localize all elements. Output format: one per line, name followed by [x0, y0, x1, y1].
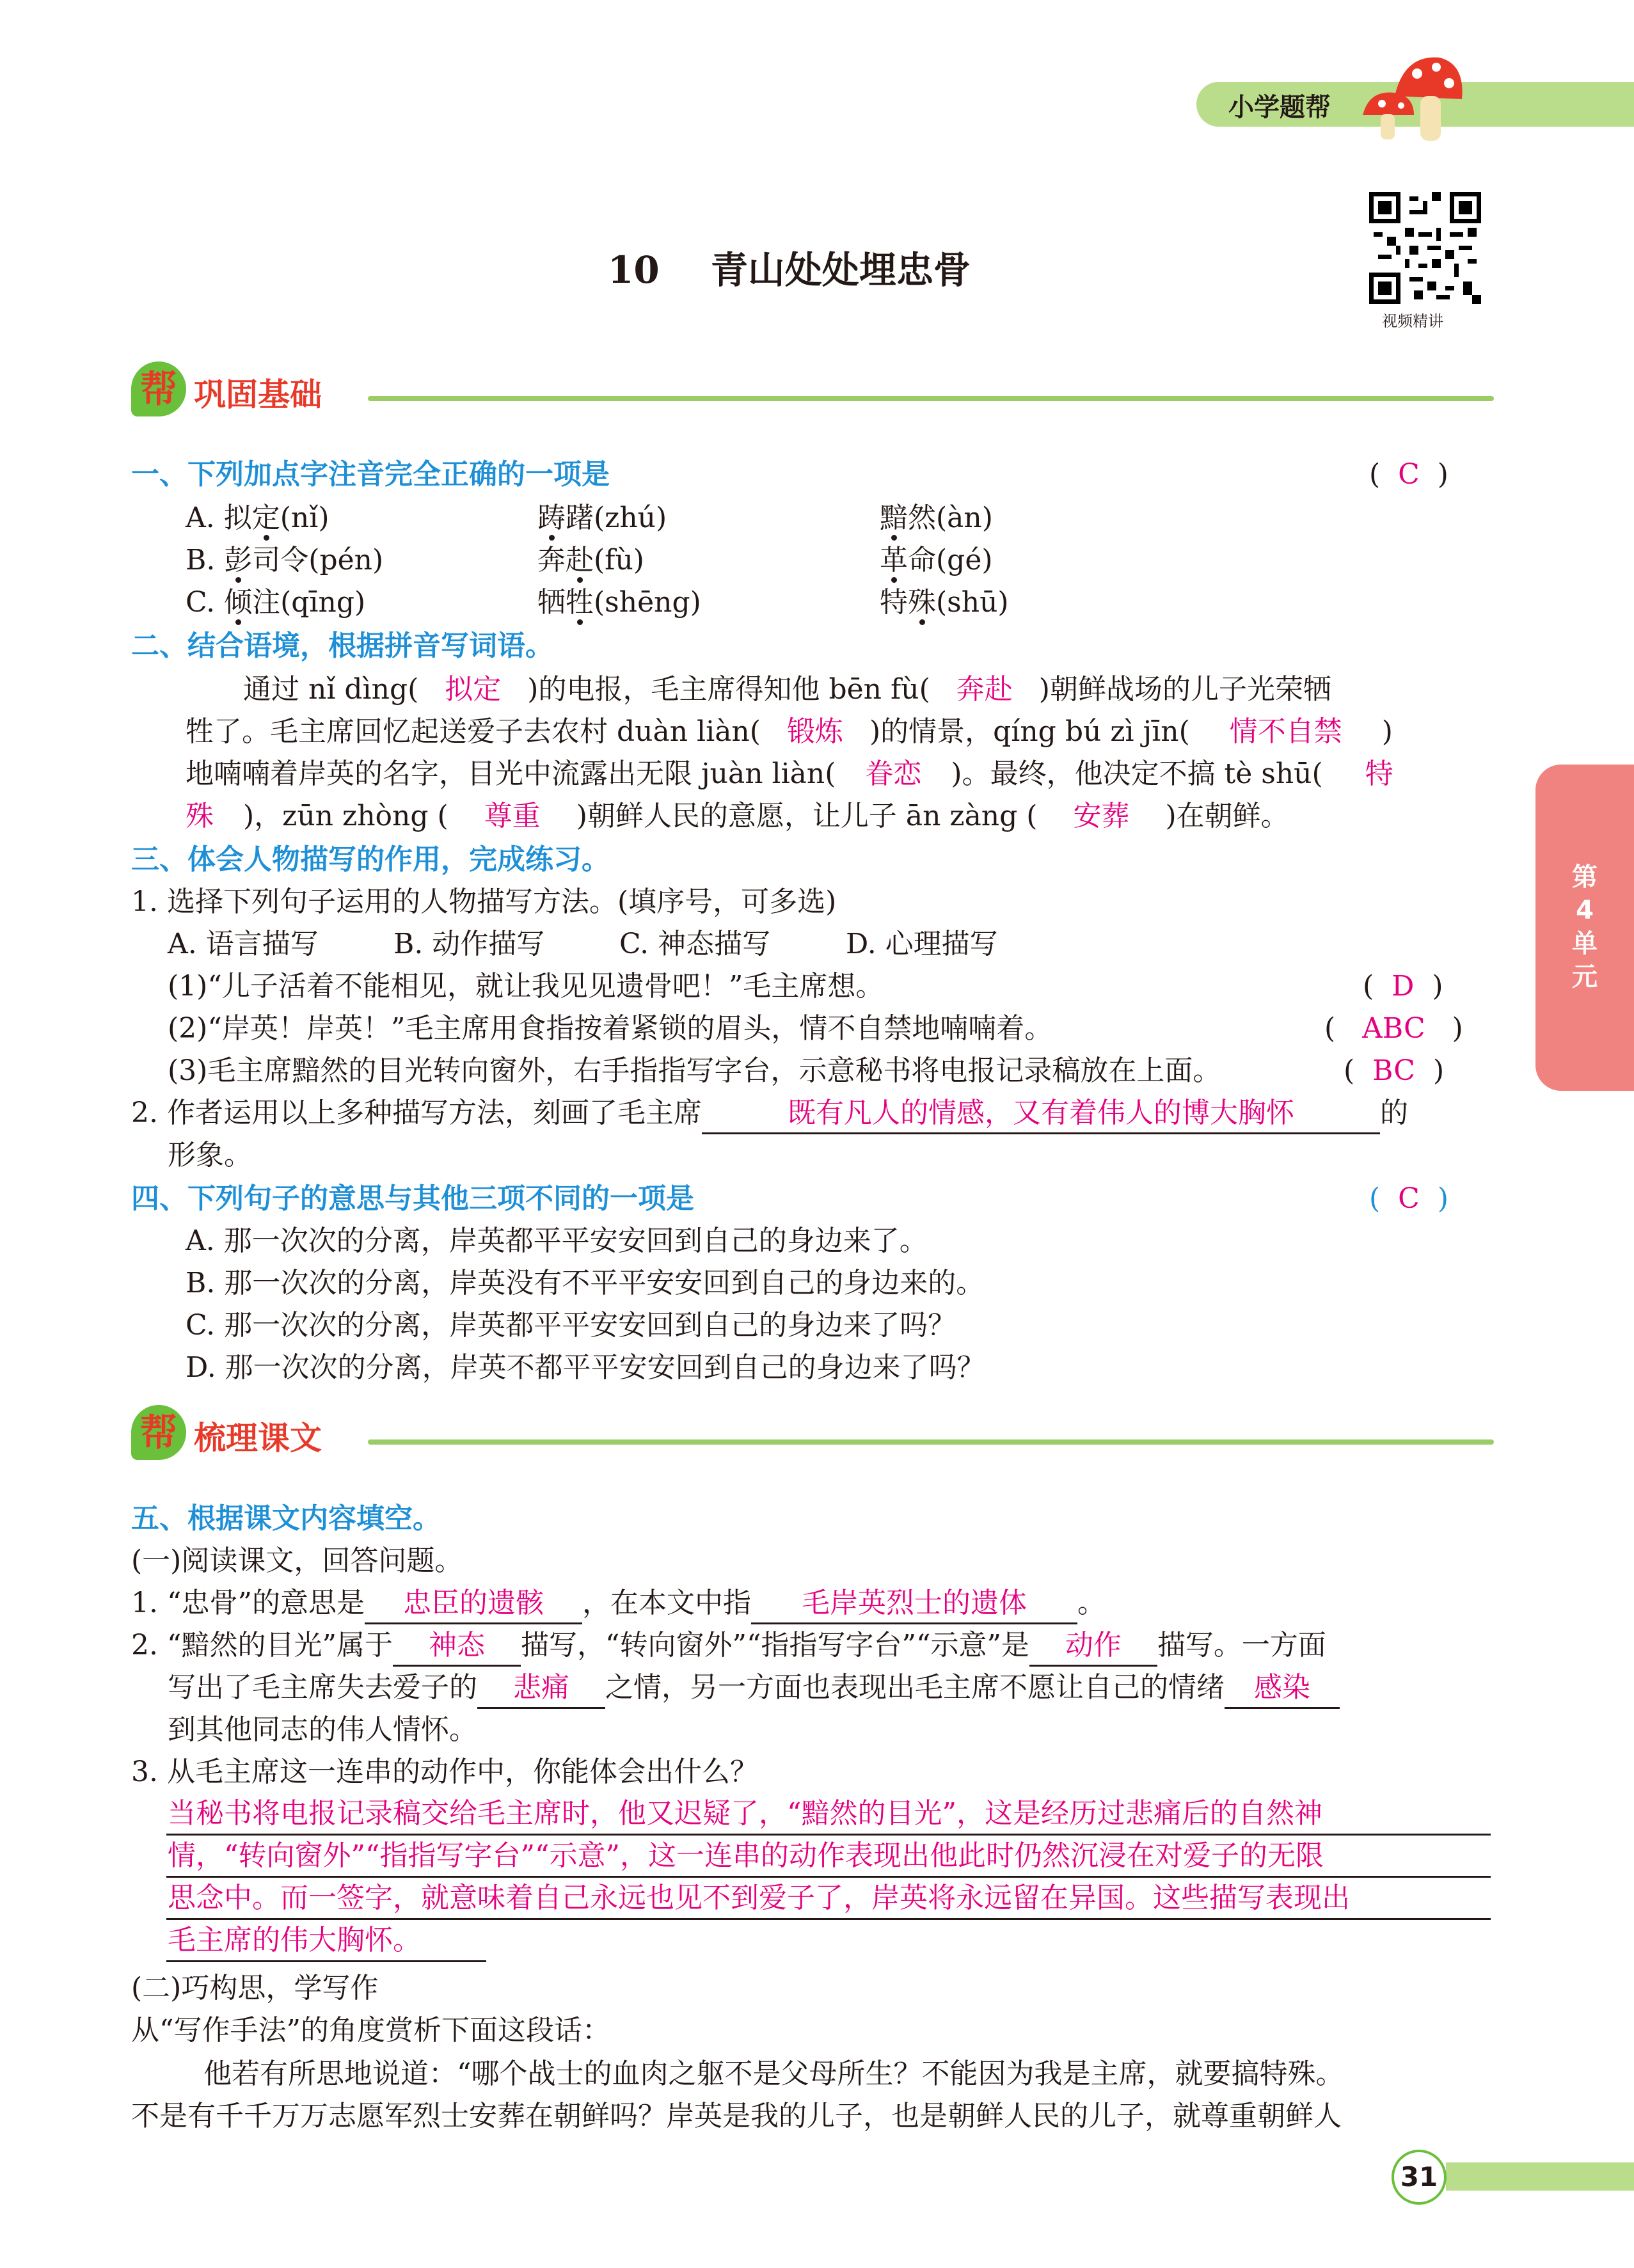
q1-option-b3: 革命(gé) [880, 544, 993, 576]
q3-item-2-answer: ABC [1362, 1012, 1425, 1045]
q5-part2: (二)巧构思，学写作 [131, 1972, 379, 2004]
q2-answer-3: 锻炼 [786, 715, 843, 748]
unit-tab [1535, 765, 1634, 1091]
passage-line-2: 不是有千千万万志愿军烈士安葬在朝鲜吗？岸英是我的儿子，也是朝鲜人民的儿子，就尊重朝鲜人 [131, 2100, 1342, 2132]
q5-s3-answer-line-2: 情，“转向窗外”“指指写字台”“示意”，这一连串的动作表现出他此时仍然沉浸在对爱子的无限 [168, 1839, 1324, 1872]
q3-option-b: B. 动作描写 [393, 928, 545, 960]
qr-caption: 视频精讲 [1382, 312, 1443, 330]
q1-option-b2: 奔赴(fù) [537, 544, 644, 576]
q3-option-c: C. 神态描写 [619, 928, 771, 960]
q2-answer-5: 眷恋 [865, 757, 922, 790]
q5-s1-answer-1: 忠臣的遗骸 [365, 1584, 582, 1624]
q4-option-a: A. 那一次次的分离，岸英都平平安安回到自己的身边来了。 [186, 1225, 928, 1257]
page-number: 31 [1392, 2150, 1447, 2205]
q2-answer-6: 特 [1365, 757, 1393, 790]
footer-bar [1446, 2162, 1634, 2191]
q3-option-a: A. 语言描写 [168, 928, 319, 960]
q3-item-3: (3)毛主席黯然的目光转向窗外，右手指指写字台，示意秘书将电报记录稿放在上面。 [168, 1054, 1221, 1087]
q5-s3-answer-line-1: 当秘书将电报记录稿交给毛主席时，他又迟疑了，“黯然的目光”，这是经历过悲痛后的自然神 [168, 1797, 1322, 1830]
q5-s2-line3: 到其他同志的伟人情怀。 [168, 1713, 477, 1746]
q2-answer-4: 情不自禁 [1229, 715, 1342, 748]
q5-part2-question: 从“写作手法”的角度赏析下面这段话： [131, 2014, 610, 2047]
q2-answer-8: 尊重 [484, 800, 541, 832]
q5-s3: 3. 从毛主席这一连串的动作中，你能体会出什么？ [131, 1756, 758, 1788]
q4-heading: 四、下列句子的意思与其他三项不同的一项是 [131, 1182, 694, 1215]
q1-option-a2: 踌躇(zhú) [537, 502, 667, 534]
q3-option-d: D. 心理描写 [846, 928, 998, 960]
q1-option-c1: C. 倾注(qīng) [186, 586, 366, 619]
q2-line-2: 牲了。毛主席回忆起送爱子去农村 duàn liàn( 锻炼 )的情景，qíng bú zì jīn( 情不自禁 ) [186, 713, 1393, 751]
passage-line-1: 他若有所思地说道：“哪个战士的血肉之躯不是父母所生？不能因为我是主席，就要搞特殊。 [203, 2058, 1344, 2090]
q5-s3-answer-line-3: 思念中。而一签字，就意味着自己永远也见不到爱子了，岸英将永远留在异国。这些描写表现出 [168, 1882, 1350, 1914]
q5-s2-answer-2: 动作 [1029, 1626, 1157, 1667]
lesson-title: 青山处处埋忠骨 [710, 248, 971, 292]
q4-option-b: B. 那一次次的分离，岸英没有不平平安安回到自己的身边来的。 [186, 1267, 985, 1299]
q4-answer: C [1398, 1182, 1420, 1215]
q3-sub2-answer: 既有凡人的情感，又有着伟人的博大胸怀 [702, 1094, 1380, 1134]
banner-text: 巩固基础 [194, 376, 322, 413]
banner-text: 梳理课文 [194, 1420, 322, 1457]
q5-s1: 1. “忠骨”的意思是 忠臣的遗骸 ，在本文中指 毛岸英烈士的遗体 。 [131, 1584, 1106, 1624]
q3-item-3-answer: BC [1372, 1054, 1415, 1087]
page-title [608, 240, 971, 294]
q2-answer-2: 奔赴 [956, 673, 1013, 706]
section-banner-2 [131, 1405, 1494, 1463]
q1-option-a1: A. 拟定(nǐ) [186, 502, 329, 534]
section-banner-1 [131, 361, 1494, 419]
q4-answer-box: ( C ) [1369, 1182, 1448, 1215]
q5-s2-answer-1: 神态 [393, 1626, 521, 1667]
unit-tab-char-2: 4 [1576, 896, 1594, 925]
q1-option-c2: 牺牲(shēng) [537, 586, 701, 619]
lesson-number: 10 [608, 248, 660, 292]
q1-option-b1: B. 彭司令(pén) [186, 544, 384, 576]
q2-line-3: 地喃喃着岸英的名字，目光中流露出无限 juàn liàn( 眷恋 )。最终，他决定不搞 tè shū( 特 [186, 755, 1393, 793]
q3-item-2-answer-box: ( ABC ) [1324, 1012, 1463, 1045]
q3-item-1-answer-box: ( D ) [1363, 970, 1443, 1003]
q5-s3-answer-line-4: 毛主席的伟大胸怀。 [168, 1924, 421, 1956]
brand-label: 小学题帮 [1228, 93, 1331, 122]
q3-sub1: 1. 选择下列句子运用的人物描写方法。(填序号，可多选) [131, 885, 837, 918]
q2-line-4: 殊 )，zūn zhòng ( 尊重 )朝鲜人民的意愿，让儿子 ān zàng ( 安葬 )在朝鲜。 [186, 797, 1289, 836]
q5-s1-answer-2: 毛岸英烈士的遗体 [751, 1584, 1077, 1624]
q3-heading: 三、体会人物描写的作用，完成练习。 [131, 843, 610, 876]
q2-line-1: 通过 nǐ dìng( 拟定 )的电报，毛主席得知他 bēn fù( 奔赴 )朝鲜战场的儿子光荣牺 [243, 670, 1331, 709]
q1-answer-box: ( C ) [1369, 458, 1448, 491]
q2-heading: 二、结合语境，根据拼音写词语。 [131, 630, 553, 662]
q1-option-a3: 黯然(àn) [880, 502, 993, 534]
q3-item-2: (2)“岸英！岸英！”毛主席用食指按着紧锁的眉头，情不自禁地喃喃着。 [168, 1012, 1053, 1045]
banner-char-badge: 帮 [131, 361, 186, 416]
banner-char-badge: 帮 [131, 1405, 186, 1460]
q2-answer-7: 殊 [186, 800, 214, 832]
q1-option-c3: 特殊(shū) [880, 586, 1009, 619]
banner-rule [368, 1439, 1494, 1445]
q4-option-d: D. 那一次次的分离，岸英不都平平安安回到自己的身边来了吗？ [186, 1351, 985, 1384]
q5-part1: (一)阅读课文，回答问题。 [131, 1544, 463, 1577]
q1-answer: C [1398, 458, 1420, 491]
q2-answer-9: 安葬 [1073, 800, 1130, 832]
q3-item-1-answer: D [1392, 970, 1415, 1003]
q3-sub2-cont: 形象。 [168, 1139, 252, 1171]
unit-tab-char-1: 第 [1572, 862, 1598, 892]
banner-rule [368, 396, 1494, 401]
q3-item-3-answer-box: ( BC ) [1344, 1054, 1445, 1087]
q5-s2-answer-3: 悲痛 [477, 1669, 605, 1709]
q4-option-c: C. 那一次次的分离，岸英都平平安安回到自己的身边来了吗？ [186, 1309, 956, 1342]
q5-s2-answer-4: 感染 [1225, 1669, 1340, 1709]
q2-answer-1: 拟定 [445, 673, 502, 706]
q5-s2-line2: 写出了毛主席失去爱子的 悲痛 之情，另一方面也表现出毛主席不愿让自己的情绪 感染 [168, 1669, 1340, 1709]
unit-tab-char-3: 单 [1572, 929, 1598, 958]
q3-sub2: 2. 作者运用以上多种描写方法，刻画了毛主席 既有凡人的情感，又有着伟人的博大胸怀 的 [131, 1094, 1408, 1134]
unit-tab-char-4: 元 [1572, 962, 1598, 992]
q3-item-1: (1)“儿子活着不能相见，就让我见见遗骨吧！”毛主席想。 [168, 970, 884, 1003]
qr-code-icon[interactable] [1369, 192, 1481, 304]
q5-s2-line1: 2. “黯然的目光”属于 神态 描写，“转向窗外”“指指写字台”“示意”是 动作 描写。一方面 [131, 1626, 1326, 1667]
q5-heading: 五、根据课文内容填空。 [131, 1502, 441, 1535]
mushroom-icon [1344, 45, 1465, 147]
q1-heading: 一、下列加点字注音完全正确的一项是 [131, 458, 610, 491]
